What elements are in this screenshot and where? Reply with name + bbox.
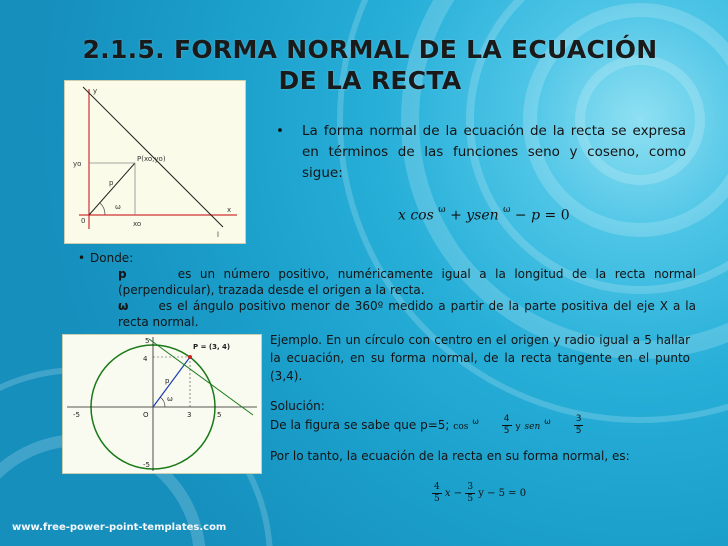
donde-label: Donde: xyxy=(90,251,134,265)
fig1-omega-label: ω xyxy=(115,203,121,211)
final-num-1: 4 xyxy=(434,482,440,492)
fig2-four: 4 xyxy=(143,355,148,363)
conclusion-text: Por lo tanto, la ecuación de la recta en su forma normal, es: xyxy=(270,449,630,463)
cos-den: 5 xyxy=(503,426,510,436)
p-definition xyxy=(118,266,696,298)
bullet-normal-form-text: La forma normal de la ecuación de la recta se expresa en términos de las funciones seno y coseno, como sigue: xyxy=(302,123,686,181)
fig1-xo-label: xo xyxy=(133,220,142,228)
fig2-p-label: p xyxy=(165,377,170,385)
fig2-three: 3 xyxy=(187,411,192,419)
circle-example-figure xyxy=(62,334,262,474)
omega-definition xyxy=(118,298,696,330)
sen-num: 3 xyxy=(575,414,582,424)
eq1-p: p xyxy=(531,207,541,224)
bullet-dot: • xyxy=(78,251,86,265)
final-frac-2 xyxy=(465,482,475,505)
eq1-minus: − xyxy=(514,207,527,224)
fig1-yo-label: yo xyxy=(73,160,82,168)
fig1-x-label: x xyxy=(227,206,232,214)
fig2-point-label: P = (3, 4) xyxy=(193,343,231,351)
final-num-2: 3 xyxy=(467,482,474,492)
fig1-p-label: p xyxy=(109,179,114,187)
solution-label: Solución: xyxy=(270,399,325,413)
p-definition-text: es un número positivo, numéricamente igual a la longitud de la recta normal (perpendicular), trazada desde el origen a la recta. xyxy=(118,267,696,297)
cos-label: cos xyxy=(453,422,469,432)
omega-symbol: ω xyxy=(118,299,129,313)
final-den-1: 5 xyxy=(434,494,440,504)
sen-label: sen xyxy=(524,422,541,432)
final-x: x − xyxy=(444,488,463,499)
fig2-neg5-bottom: -5 xyxy=(143,461,150,469)
fig2-omega-label: ω xyxy=(167,395,173,403)
final-frac-1 xyxy=(432,482,442,505)
definitions-block xyxy=(78,250,696,330)
eq1-omega-2: ω xyxy=(503,205,511,215)
title-line-2: DE LA RECTA xyxy=(278,66,462,95)
eq1-omega-1: ω xyxy=(438,205,446,215)
bullet-dot: • xyxy=(276,123,284,139)
fig1-l-label: l xyxy=(217,231,219,239)
p-symbol: p xyxy=(118,267,127,281)
fig2-neg5-left: -5 xyxy=(73,411,80,419)
solution-block xyxy=(270,398,583,437)
footer-url: www.free-power-point-templates.com xyxy=(12,522,227,533)
solution-line xyxy=(270,414,583,437)
solution-text: De la figura se sabe que p=5; xyxy=(270,418,450,432)
bullet-normal-form xyxy=(276,121,686,184)
example-text: Ejemplo. En un círculo con centro en el origen y radio igual a 5 hallar la ecuación, en su forma normal, de la recta tangente en el punto (3,4). xyxy=(270,333,690,383)
normal-form-figure xyxy=(64,80,246,244)
fig2-five-right: 5 xyxy=(217,411,222,419)
y-conjunction: y xyxy=(515,422,521,432)
cos-omega: ω xyxy=(472,417,479,426)
normal-form-equation xyxy=(398,207,570,224)
fig1-point-label: P(xo,yo) xyxy=(137,155,166,163)
eq1-ysen: ysen xyxy=(466,207,499,224)
final-equation xyxy=(432,482,526,505)
title-line-1: 2.1.5. FORMA NORMAL DE LA ECUACIÓN xyxy=(82,35,658,64)
fig2-origin: O xyxy=(143,411,149,419)
sen-omega: ω xyxy=(544,417,551,426)
cos-num: 4 xyxy=(503,414,510,424)
fig2-five-top: 5 xyxy=(145,337,150,345)
eq1-equals-zero: = 0 xyxy=(544,207,570,224)
fig1-origin-label: 0 xyxy=(81,217,86,225)
sen-fraction xyxy=(574,414,584,437)
final-den-2: 5 xyxy=(467,494,474,504)
fig1-y-label: y xyxy=(93,87,98,95)
omega-definition-text: es el ángulo positivo menor de 360º medido a partir de la parte positiva del eje X a la recta normal. xyxy=(118,299,696,329)
sen-den: 5 xyxy=(575,426,582,436)
cos-fraction xyxy=(502,414,512,437)
eq1-plus: + xyxy=(450,207,462,224)
eq1-xcos: x cos xyxy=(398,207,434,224)
final-rest: y − 5 = 0 xyxy=(478,488,527,499)
